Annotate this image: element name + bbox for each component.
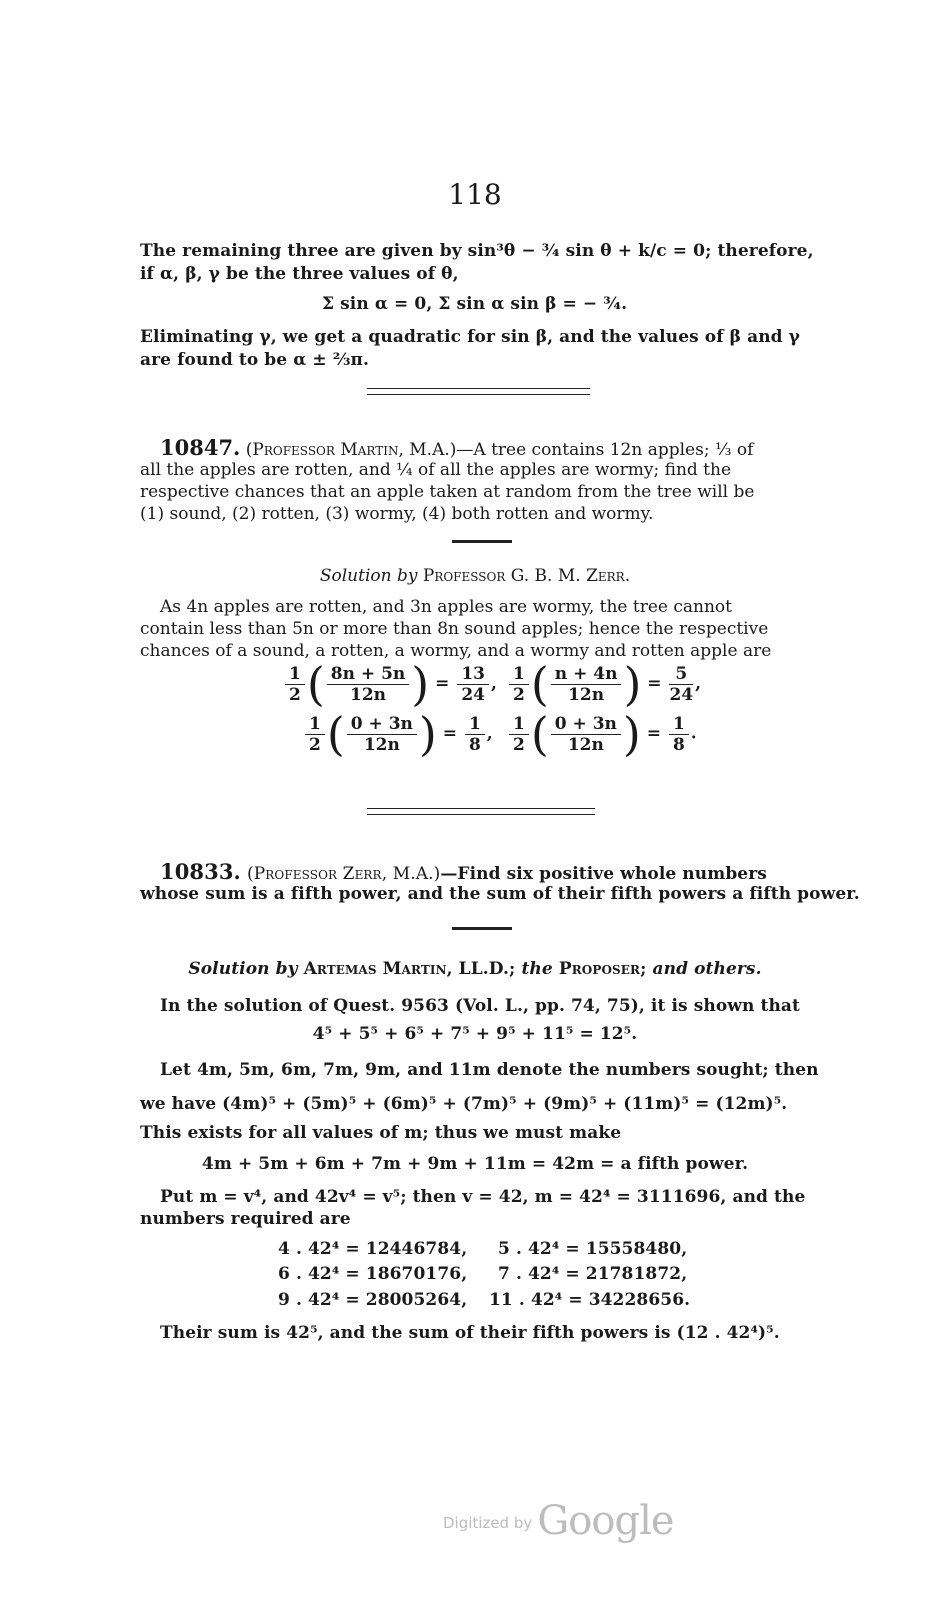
google-logo: Google bbox=[537, 1498, 674, 1544]
question-text: —A tree contains 12n apples; ⅓ of bbox=[456, 440, 754, 460]
separator bbox=[452, 540, 512, 543]
double-rule-bottom bbox=[367, 394, 590, 395]
question-number: 10833. bbox=[160, 859, 241, 884]
solution-text: Their sum is 42⁵, and the sum of their fifth powers is (12 . 42⁴)⁵. bbox=[160, 1323, 780, 1343]
solution-text: As 4n apples are rotten, and 3n apples are wormy, the tree cannot bbox=[160, 597, 732, 617]
solution-text: chances of a sound, a rotten, a wormy, and a wormy and rotten apple are bbox=[140, 641, 772, 661]
page-number: 118 bbox=[448, 178, 502, 211]
question-text: whose sum is a fifth power, and the sum of their fifth powers a fifth power. bbox=[140, 884, 860, 904]
result-value: 6 . 42⁴ = 18670176, bbox=[278, 1264, 468, 1284]
solution-text: contain less than 5n or more than 8n sound apples; hence the respective bbox=[140, 619, 769, 639]
double-rule-top bbox=[367, 388, 590, 389]
solution-heading: Solution by Artemas Martin, LL.D.; the Proposer; and others. bbox=[188, 959, 762, 979]
solution-prefix: Solution by bbox=[319, 566, 418, 586]
solution-heading bbox=[0, 565, 950, 588]
solution-text: Let 4m, 5m, 6m, 7m, 9m, and 11m denote the numbers sought; then bbox=[160, 1060, 819, 1080]
probability-equation-both: $\frac{1}{2}$ ( $\frac{0 + 3n}{12n}$ ) = $\frac{1}{8}$ . bbox=[507, 711, 697, 757]
text-line: if α, β, γ be the three values of θ, bbox=[140, 264, 459, 284]
solution-text: In the solution of Quest. 9563 (Vol. L., pp. 74, 75), it is shown that bbox=[160, 996, 800, 1016]
digitized-by-google-watermark bbox=[443, 1498, 674, 1544]
equation: 4m + 5m + 6m + 7m + 9m + 11m = 42m = a fifth power. bbox=[201, 1154, 749, 1174]
equation: Σ sin α = 0, Σ sin α sin β = − ¾. bbox=[322, 294, 628, 314]
question-text: respective chances that an apple taken at random from the tree will be bbox=[140, 482, 755, 502]
probability-equation-wormy: $\frac{1}{2}$ ( $\frac{0 + 3n}{12n}$ ) = $\frac{1}{8}$ , bbox=[303, 711, 493, 757]
result-value: 5 . 42⁴ = 15558480, bbox=[498, 1239, 688, 1259]
solution-author: Artemas Martin, LL.D.; bbox=[303, 959, 516, 979]
probability-equation-sound: $\frac{1}{2}$ ( $\frac{8n + 5n}{12n}$ ) = $\frac{13}{24}$ , bbox=[283, 661, 497, 707]
double-rule-top bbox=[367, 808, 595, 809]
solution-text: we have (4m)⁵ + (5m)⁵ + (6m)⁵ + (7m)⁵ + (9m)⁵ + (11m)⁵ = (12m)⁵. bbox=[140, 1094, 788, 1114]
solution-text: numbers required are bbox=[140, 1209, 351, 1229]
probability-equation-rotten: $\frac{1}{2}$ ( $\frac{n + 4n}{12n}$ ) = $\frac{5}{24}$ , bbox=[507, 661, 701, 707]
question-text: (1) sound, (2) rotten, (3) wormy, (4) both rotten and wormy. bbox=[140, 504, 654, 524]
equation: 4⁵ + 5⁵ + 6⁵ + 7⁵ + 9⁵ + 11⁵ = 12⁵. bbox=[312, 1024, 638, 1044]
result-value: 7 . 42⁴ = 21781872, bbox=[498, 1264, 688, 1284]
question-number: 10847. bbox=[160, 435, 241, 460]
question-author: (Professor Zerr, M.A.) bbox=[247, 864, 441, 884]
text-line: Eliminating γ, we get a quadratic for sin β, and the values of β and γ bbox=[140, 327, 800, 347]
result-value: 11 . 42⁴ = 34228656. bbox=[489, 1290, 691, 1310]
watermark-prefix: Digitized by bbox=[443, 1514, 533, 1532]
text-line: The remaining three are given by sin³θ − ¾ sin θ + k/c = 0; therefore, bbox=[140, 241, 814, 261]
solution-text: This exists for all values of m; thus we must make bbox=[140, 1123, 622, 1143]
text-line: are found to be α ± ⅔π. bbox=[140, 350, 370, 370]
separator bbox=[452, 927, 512, 930]
result-value: 4 . 42⁴ = 12446784, bbox=[278, 1239, 468, 1259]
double-rule-bottom bbox=[367, 814, 595, 815]
solution-proposer: Proposer; bbox=[558, 959, 647, 979]
question-author: (Professor Martin, M.A.) bbox=[245, 440, 457, 460]
solution-text: Put m = v⁴, and 42v⁴ = v⁵; then v = 42, m = 42⁴ = 3111696, and the bbox=[160, 1187, 806, 1207]
solution-author: Professor G. B. M. Zerr. bbox=[422, 566, 631, 586]
question-text: —Find six positive whole numbers bbox=[440, 864, 767, 884]
solution-prefix: Solution by bbox=[188, 959, 298, 979]
result-value: 9 . 42⁴ = 28005264, bbox=[278, 1290, 468, 1310]
question-text: all the apples are rotten, and ¼ of all the apples are wormy; find the bbox=[140, 460, 732, 480]
